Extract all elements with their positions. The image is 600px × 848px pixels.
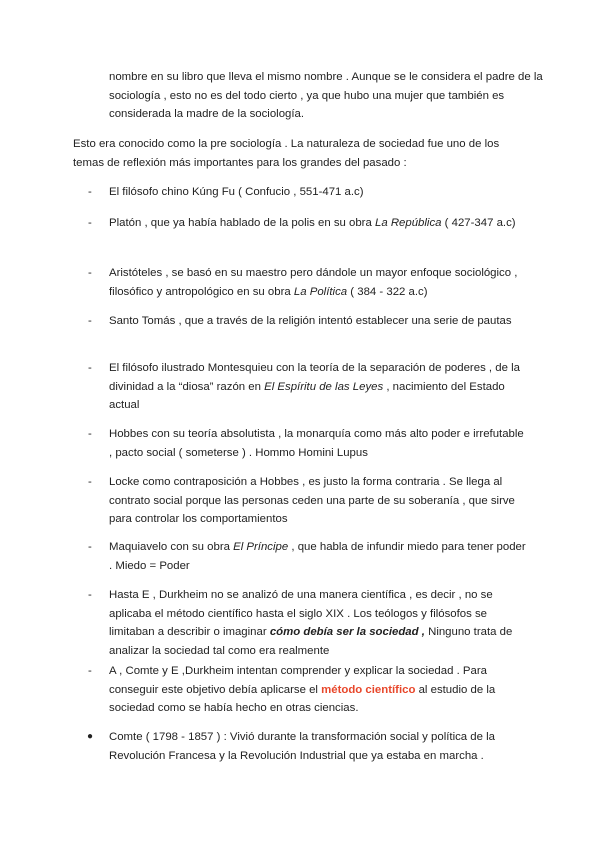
list-item-text [109, 264, 529, 301]
dash-marker: - [88, 589, 92, 601]
list-item-text: Santo Tomás , que a través de la religión intentó establecer una serie de pautas [109, 315, 512, 327]
continuation-paragraph: nombre en su libro que lleva el mismo nombre . Aunque se le considera el padre de la sociología , esto no es del todo cierto , ya que hubo una mujer que también es considerada la madre de la sociología. [109, 71, 543, 120]
text-run: , nacimiento del Estado actual [109, 380, 505, 411]
book-title: La República [374, 217, 442, 229]
list-item-text: Comte ( 1798 - 1857 ) : Vivió durante la transformación social y política de la Revolución Francesa y la Revolución Industrial que ya estaba en marcha . [109, 731, 496, 762]
text-run: Platón , que ya había hablado de la polis en su obra [109, 217, 375, 229]
bullet-icon: ● [87, 731, 94, 742]
book-title: El Espíritu de las Leyes [264, 380, 384, 393]
list-item-text [109, 662, 529, 718]
list-item-text [109, 586, 529, 660]
highlighted-term: método científico [321, 683, 416, 696]
dash-marker: - [88, 541, 92, 553]
list-item-text: Locke como contraposición a Hobbes , es justo la forma contraria . Se llega al contrato social porque las personas ceden una parte de su soberanía , que sirve para controlar los comportamientos [109, 476, 515, 525]
text-run: Aristóteles , se basó en su maestro pero dándole un mayor enfoque sociológico , filosófico y antropológico en su obra [109, 267, 518, 298]
dash-marker: - [88, 428, 92, 440]
text-run: A , Comte y E ,Durkheim intentan comprender y explicar la sociedad . Para conseguir este objetivo debía aplicarse el [109, 665, 487, 696]
list-item-text [109, 538, 529, 575]
text-run: ( 427-347 a.c) [441, 217, 516, 229]
text-run: El filósofo ilustrado Montesquieu con la teoría de la separación de poderes , de la divinidad a la “diosa” razón en [109, 362, 520, 393]
list-item-text [109, 359, 529, 415]
dash-marker: - [88, 217, 92, 229]
dash-marker: - [88, 362, 92, 374]
list-item-text: Hobbes con su teoría absolutista , la monarquía como más alto poder e irrefutable , pacto social ( someterse ) . Hommo Homini Lupus [109, 428, 524, 459]
text-run: ( 384 - 322 a.c) [347, 285, 428, 298]
dash-marker: - [88, 665, 92, 677]
dash-marker: - [88, 186, 92, 198]
book-title: El Príncipe [233, 541, 289, 553]
book-title: La Política [293, 285, 348, 298]
text-run: al estudio de la sociedad como se había hecho en otras ciencias. [109, 683, 496, 714]
text-run: Ninguno trata de analizar la sociedad tal como era realmente [109, 626, 513, 657]
emphasis-text: cómo debía ser la sociedad , [269, 626, 425, 638]
text-run: , que habla de infundir miedo para tener poder . Miedo = Poder [109, 541, 526, 572]
dash-marker: - [88, 267, 92, 279]
list-item-text [109, 214, 529, 233]
text-run: Maquiavelo con su obra [109, 541, 234, 553]
text-run: Hasta E , Durkheim no se analizó de una manera científica , es decir , no se aplicaba el método científico hasta el siglo XIX . Los teólogos y filósofos se limitaban a describir o imaginar [109, 589, 493, 638]
list-item-text: El filósofo chino Kúng Fu ( Confucio , 551-471 a.c) [109, 186, 364, 198]
dash-marker: - [88, 476, 92, 488]
dash-marker: - [88, 315, 92, 327]
intro-paragraph: Esto era conocido como la pre sociología . La naturaleza de sociedad fue uno de los temas de reflexión más importantes para los grandes del pasado : [73, 138, 500, 169]
